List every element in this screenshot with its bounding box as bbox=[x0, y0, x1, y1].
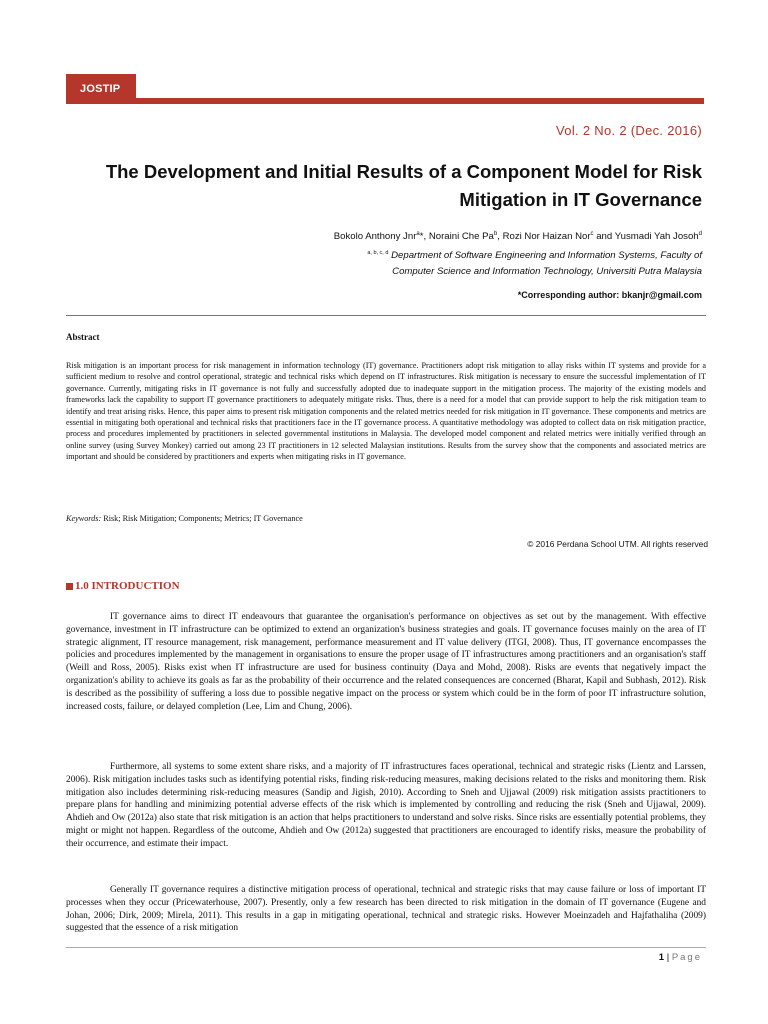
author-block bbox=[142, 226, 702, 280]
corresponding-author: *Corresponding author: bkanjr@gmail.com bbox=[517, 290, 702, 300]
author-name: Rozi Nor Haizan Nor bbox=[502, 231, 591, 243]
paragraph-text: IT governance aims to direct IT endeavours that guarantee the organisation's performance on objectives as set out by the management. With effective governance, investment in IT infrastructure can be optimized to extend an organization's business strategies and goals. IT governance focuses mainly on the area of IT strategic alignment, IT resource management, risk management, performance measurement and IT value delivery (ITGI, 2008). Thus, IT governance encompasses the policies and procedures implemented by the management in organisations to ensure the proper usage of IT infrastructures among practitioners and an organisation's staff (Weill and Ross, 2005). Risks exist when IT infrastructure are used for business continuity (Daya and Mohd, 2008). Risks are events that negatively impact the organization's ability to achieve its goals as far as the probability of their occurrence and the related consequences are concerned (Bharat, Kapil and Subhash, 2012). Risk is described as the possibility of suffering a loss due to possible negative impact on the process or system which could be in the form of poor IT infrastructure solution, increased costs, failure, or delayed completion (Lee, Lim and Chung, 2006). bbox=[66, 612, 706, 712]
affiliation-line-1: Department of Software Engineering and Information Systems, Faculty of bbox=[391, 250, 702, 262]
author-line: Bokolo Anthony Jnr$^a$*, Noraini Che Pa$^b$, Rozi Nor Haizan Nor$^c$ and Yusmadi Yah Josoh$^d$ bbox=[333, 231, 702, 243]
page-number: 1 bbox=[658, 952, 665, 963]
paragraph-text: Furthermore, all systems to some extent share risks, and a majority of IT infrastructures faces operational, technical and strategic risks (Lientz and Larssen, 2006). Risk mitigation includes tasks such as identifying potential risks, finding risk-reducing measures, making decisions related to the risks and monitoring them. Risk mitigation also includes determining risk-reducing measures (Sandip and Jigish, 2010). According to Sneh and Ujjawal (2009) risk mitigation assists practitioners to prepare plans for handling and minimizing potential adverse effects of the risk which is implemented by controlling and reducing the risk (Sneh and Ujjawal, 2009). Ahdieh and Ow (2012a) also state that risk mitigation is an action that helps practitioners to understand and solve risks. Since risks are essentially potential problems, they might or might not happen. Regardless of the outcome, Ahdieh and Ow (2012a) suggested that practitioners are encouraged to identify risks, measure the probability of their occurrence, and estimate their impact. bbox=[66, 762, 706, 849]
page-footer bbox=[659, 952, 702, 963]
keywords-list: Risk; Risk Mitigation; Components; Metrics; IT Governance bbox=[103, 514, 303, 523]
footer-rule bbox=[66, 947, 706, 948]
section-heading bbox=[66, 580, 180, 592]
author-name: Yusmadi Yah Josoh bbox=[614, 231, 699, 243]
author-connector: and bbox=[596, 231, 613, 243]
affiliation bbox=[142, 245, 702, 264]
article-title: The Development and Initial Results of a Component Model for Risk Mitigation in IT Governance bbox=[105, 161, 702, 210]
section-heading-text: 1.0 INTRODUCTION bbox=[75, 580, 180, 592]
author-sup: b bbox=[493, 231, 498, 237]
affiliation-line-2: Computer Science and Information Technology, Universiti Putra Malaysia bbox=[392, 266, 702, 278]
body-paragraph bbox=[66, 761, 706, 851]
abstract-text: Risk mitigation is an important process for risk management in information technology (IT) governance. Practitioners adopt risk mitigation to allay risks within IT systems and provide for a sufficient medium to resolve and control operational, strategic and technical risks which depend on IT infrastructures. Risk mitigation is necessary to ensure the successful implementation of IT governance. Currently, mitigating risks in IT governance is not fully and successfully adopted due to inadequate support in the mitigation process. The majority of the existing models and frameworks lack the capability to support IT governance practitioners to adequately mitigate risks. Thus, there is a need for a model that can provide support to help the risk mitigation team to identify and treat arising risks. Hence, this paper aims to present risk mitigation components and the related metrics needed for risk mitigation in IT governance. These components and metrics are essential in mitigating both operational and technical risks that practitioners face in the IT governance process. A quantitative methodology was adopted to collect data on risk mitigation practice, process and procedures implemented by practitioners in selected governmental institutions in Malaysia. The developed model component and related metrics were initially verified through an online survey (using Survey Monkey) carried out among 23 IT practitioners in 12 selected Malaysian institutions. Results from the survey show that the components and associated metrics are important and should be considered by practitioners and experts when mitigating risks in IT governance. bbox=[66, 361, 706, 462]
author-sup: c bbox=[590, 231, 594, 237]
abstract-heading: Abstract bbox=[66, 332, 100, 342]
page-label: Page bbox=[671, 952, 702, 963]
header-rule bbox=[66, 98, 704, 104]
journal-name-tab: JOSTIP bbox=[66, 74, 136, 104]
author-sup: a bbox=[416, 231, 420, 237]
corresponding-mark: * bbox=[419, 231, 424, 243]
square-bullet-icon bbox=[66, 583, 73, 590]
author-sup: d bbox=[698, 231, 702, 237]
affiliation-marks: a, b, c, d bbox=[367, 250, 389, 257]
body-paragraph bbox=[66, 611, 706, 713]
keywords bbox=[66, 514, 303, 523]
keywords-label: Keywords: bbox=[66, 514, 102, 523]
author-name: Noraini Che Pa bbox=[428, 231, 494, 243]
page-separator: | bbox=[666, 952, 670, 963]
author-name: Bokolo Anthony Jnr bbox=[333, 231, 417, 243]
paragraph-text: Generally IT governance requires a distinctive mitigation process of operational, technical and strategic risks that may cause failure or loss of important IT processes when they occur (Pricewaterhouse, 2007). Presently, only a few research has been directed to risk mitigation in the domain of IT governance (Eugene and Johan, 2006; Dirk, 2009; Mirela, 2011). This results in a gap in mitigating operational, technical and strategic risks. However Moeinzadeh and Hajfathaliha (2009) suggested that the essence of a risk mitigation bbox=[66, 885, 706, 934]
body-paragraph bbox=[66, 884, 706, 935]
divider bbox=[66, 315, 706, 316]
volume-issue: Vol. 2 No. 2 (Dec. 2016) bbox=[556, 123, 702, 138]
copyright-notice: © 2016 Perdana School UTM. All rights reserved bbox=[527, 539, 708, 549]
